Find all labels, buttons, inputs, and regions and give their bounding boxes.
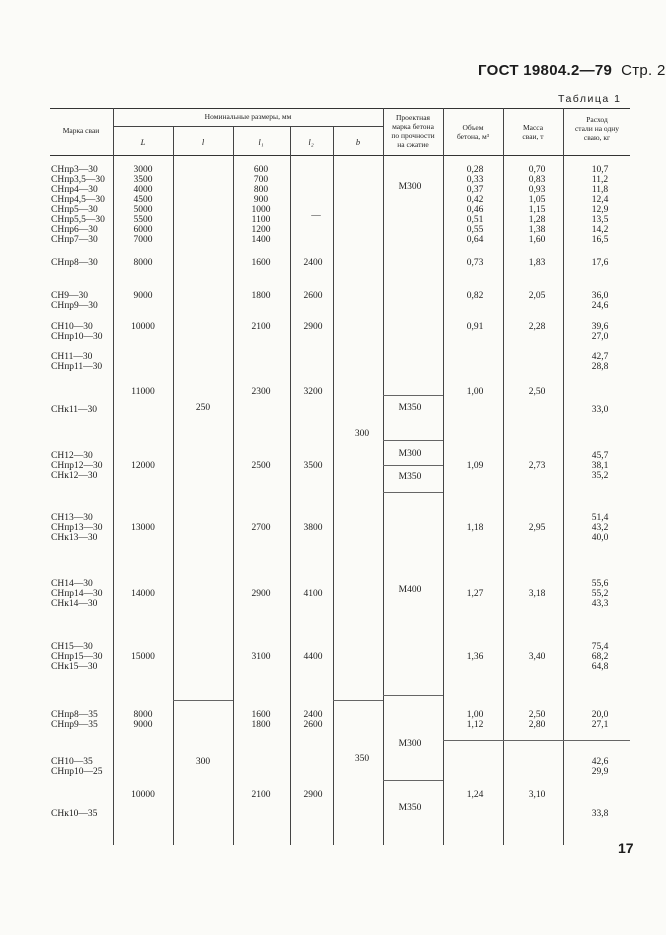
header-divider	[113, 126, 383, 127]
cell-steel: 36,0	[591, 291, 609, 301]
cell-L: 10000	[131, 790, 155, 800]
cell-rule	[383, 780, 443, 781]
cell-L: 3000	[133, 165, 153, 175]
cell-steel: 16,5	[591, 235, 609, 245]
cell-rule	[383, 440, 443, 441]
cell-volume: 0,91	[466, 322, 484, 332]
concrete-grade: М350	[398, 803, 422, 813]
cell-volume: 0,55	[466, 225, 484, 235]
cell-steel: 11,8	[591, 185, 609, 195]
cell-L: 15000	[131, 652, 155, 662]
cell-L: 3500	[133, 175, 153, 185]
cell-marka: СНпр5,5—30	[51, 215, 105, 225]
cell-volume: 0,42	[466, 195, 484, 205]
cell-mass: 1,38	[528, 225, 546, 235]
col-header-steel: Расход стали на одну сваю, кг	[574, 115, 620, 142]
cell-L: 5500	[133, 215, 153, 225]
col-divider	[173, 126, 174, 845]
cell-l2: 3800	[303, 523, 323, 533]
cell-rule	[383, 695, 443, 696]
col-divider	[503, 108, 504, 845]
cell-steel: 39,6	[591, 322, 609, 332]
cell-marka: СНпр11—30	[51, 362, 103, 372]
cell-marka: СНпр9—35	[51, 720, 98, 730]
concrete-grade: М300	[398, 449, 422, 459]
cell-L: 10000	[131, 322, 155, 332]
cell-rule	[383, 395, 443, 396]
cell-mass: 1,15	[528, 205, 546, 215]
col-header-b: b	[355, 137, 361, 147]
cell-steel: 42,6	[591, 757, 609, 767]
cell-rule	[383, 465, 443, 466]
col-divider	[383, 108, 384, 845]
concrete-grade: М300	[398, 182, 422, 192]
cell-marka: СНк10—35	[51, 809, 98, 819]
cell-volume: 0,33	[466, 175, 484, 185]
cell-l2: 2600	[303, 720, 323, 730]
col-header-marka: Марка сваи	[62, 126, 100, 135]
cell-l1: 900	[253, 195, 269, 205]
cell-mass: 2,28	[528, 322, 546, 332]
cell-L: 6000	[133, 225, 153, 235]
cell-marka: СН12—30	[51, 451, 93, 461]
col-divider	[290, 126, 291, 845]
cell-mass: 3,40	[528, 652, 546, 662]
cell-L: 8000	[133, 710, 153, 720]
cell-steel: 55,2	[591, 589, 609, 599]
cell-l2: 2900	[303, 322, 323, 332]
col-header-nominal: Номинальные размеры, мм	[204, 112, 292, 121]
cell-l1: 2300	[251, 387, 271, 397]
cell-marka: СНпр10—30	[51, 332, 103, 342]
cell-steel: 33,8	[591, 809, 609, 819]
cell-l1: 2100	[251, 322, 271, 332]
cell-mass: 1,60	[528, 235, 546, 245]
concrete-grade: М350	[398, 472, 422, 482]
cell-steel: 10,7	[591, 165, 609, 175]
page-number: 17	[618, 840, 634, 856]
cell-l2: 4400	[303, 652, 323, 662]
cell-marka: СН10—30	[51, 322, 93, 332]
cell-marka: СНпр14—30	[51, 589, 103, 599]
cell-l1: 2900	[251, 589, 271, 599]
cell-L: 12000	[131, 461, 155, 471]
col-header-l2: l₂	[308, 137, 314, 147]
cell-rule	[173, 700, 233, 701]
cell-marka: СНпр8—30	[51, 258, 98, 268]
cell-mass: 0,83	[528, 175, 546, 185]
cell-l1: 3100	[251, 652, 271, 662]
cell-l1: 1200	[251, 225, 271, 235]
cell-mass: 2,50	[528, 710, 546, 720]
cell-marka: СНпр8—35	[51, 710, 98, 720]
cell-marka: СНпр10—25	[51, 767, 103, 777]
cell-steel: 11,2	[591, 175, 609, 185]
cell-steel: 64,8	[591, 662, 609, 672]
cell-l2: 2600	[303, 291, 323, 301]
cell-l1: 700	[253, 175, 269, 185]
cell-l1: 1600	[251, 258, 271, 268]
cell-marka: СНк15—30	[51, 662, 98, 672]
col-header-l: l	[201, 137, 205, 147]
cell-steel: 68,2	[591, 652, 609, 662]
col-divider	[113, 108, 114, 845]
cell-steel: 33,0	[591, 405, 609, 415]
cell-L: 5000	[133, 205, 153, 215]
cell-L: 4500	[133, 195, 153, 205]
cell-marka: СНпр5—30	[51, 205, 98, 215]
cell-l1: 2500	[251, 461, 271, 471]
cell-l1: 1400	[251, 235, 271, 245]
cell-marka: СН9—30	[51, 291, 88, 301]
cell-steel: 27,1	[591, 720, 609, 730]
cell-l1: 1600	[251, 710, 271, 720]
cell-mass: 2,50	[528, 387, 546, 397]
cell-steel: 28,8	[591, 362, 609, 372]
cell-steel: 42,7	[591, 352, 609, 362]
cell-l2: 2400	[303, 710, 323, 720]
cell-marka: СНк12—30	[51, 471, 98, 481]
cell-marka: СНпр13—30	[51, 523, 103, 533]
cell-mass: 1,05	[528, 195, 546, 205]
col-divider	[233, 126, 234, 845]
cell-marka: СНпр12—30	[51, 461, 103, 471]
cell-mass: 0,70	[528, 165, 546, 175]
cell-volume: 1,09	[466, 461, 484, 471]
cell-L: 14000	[131, 589, 155, 599]
cell-marka: СНпр3—30	[51, 165, 98, 175]
cell-steel: 55,6	[591, 579, 609, 589]
page-header	[478, 62, 666, 79]
cell-l2: 3200	[303, 387, 323, 397]
cell-l1: 1800	[251, 291, 271, 301]
merged-l-35: 300	[195, 757, 211, 767]
col-header-concrete: Проектная марка бетона по прочности на сжатие	[391, 113, 435, 149]
cell-steel: 17,6	[591, 258, 609, 268]
cell-L: 13000	[131, 523, 155, 533]
col-divider	[443, 108, 444, 845]
cell-l1: 1000	[251, 205, 271, 215]
cell-L: 4000	[133, 185, 153, 195]
cell-marka: СН10—35	[51, 757, 93, 767]
cell-marka: СНпр6—30	[51, 225, 98, 235]
cell-mass: 0,93	[528, 185, 546, 195]
cell-steel: 43,3	[591, 599, 609, 609]
cell-steel: 12,9	[591, 205, 609, 215]
cell-rule	[383, 492, 443, 493]
cell-steel: 13,5	[591, 215, 609, 225]
cell-marka: СН14—30	[51, 579, 93, 589]
cell-steel: 29,9	[591, 767, 609, 777]
merged-l2-dash: —	[311, 211, 321, 221]
cell-volume: 1,12	[466, 720, 484, 730]
cell-volume: 0,37	[466, 185, 484, 195]
cell-volume: 1,27	[466, 589, 484, 599]
cell-mass: 2,73	[528, 461, 546, 471]
cell-l1: 2100	[251, 790, 271, 800]
cell-rule	[333, 700, 383, 701]
col-header-l1: l₁	[258, 137, 264, 147]
cell-volume: 1,00	[466, 387, 484, 397]
cell-marka: СНк11—30	[51, 405, 97, 415]
cell-volume: 0,28	[466, 165, 484, 175]
cell-L: 8000	[133, 258, 153, 268]
cell-steel: 40,0	[591, 533, 609, 543]
cell-marka: СНпр4—30	[51, 185, 98, 195]
cell-marka: СНк13—30	[51, 533, 98, 543]
col-header-volume: Объем бетона, м³	[456, 123, 490, 141]
cell-volume: 1,24	[466, 790, 484, 800]
cell-mass: 2,95	[528, 523, 546, 533]
cell-marka: СН13—30	[51, 513, 93, 523]
cell-l1: 2700	[251, 523, 271, 533]
cell-rule	[443, 740, 630, 741]
cell-volume: 0,82	[466, 291, 484, 301]
cell-steel: 45,7	[591, 451, 609, 461]
merged-l-30: 250	[195, 403, 211, 413]
cell-steel: 20,0	[591, 710, 609, 720]
cell-L: 7000	[133, 235, 153, 245]
cell-steel: 43,2	[591, 523, 609, 533]
cell-L: 11000	[131, 387, 155, 397]
concrete-grade: М400	[398, 585, 422, 595]
cell-steel: 24,6	[591, 301, 609, 311]
cell-volume: 0,51	[466, 215, 484, 225]
cell-l1: 600	[253, 165, 269, 175]
cell-L: 9000	[133, 720, 153, 730]
cell-steel: 14,2	[591, 225, 609, 235]
cell-mass: 3,10	[528, 790, 546, 800]
cell-volume: 0,73	[466, 258, 484, 268]
cell-mass: 2,80	[528, 720, 546, 730]
merged-b-35: 350	[354, 754, 370, 764]
col-header-mass: Масса сваи, т	[522, 123, 544, 141]
cell-steel: 75,4	[591, 642, 609, 652]
cell-marka: СНпр15—30	[51, 652, 103, 662]
concrete-grade: М350	[398, 403, 422, 413]
document-title: ГОСТ 19804.2—79	[478, 62, 613, 79]
cell-steel: 38,1	[591, 461, 609, 471]
cell-l2: 4100	[303, 589, 323, 599]
cell-marka: СН15—30	[51, 642, 93, 652]
cell-marka: СНпр4,5—30	[51, 195, 105, 205]
merged-b-30: 300	[354, 429, 370, 439]
cell-volume: 1,36	[466, 652, 484, 662]
cell-steel: 27,0	[591, 332, 609, 342]
cell-volume: 1,18	[466, 523, 484, 533]
page-label: Стр. 2	[621, 62, 666, 79]
cell-steel: 35,2	[591, 471, 609, 481]
cell-volume: 0,46	[466, 205, 484, 215]
col-header-L: L	[140, 137, 146, 147]
cell-l2: 2900	[303, 790, 323, 800]
cell-marka: СНпр3,5—30	[51, 175, 105, 185]
col-divider	[563, 108, 564, 845]
cell-marka: СНпр7—30	[51, 235, 98, 245]
cell-l1: 1800	[251, 720, 271, 730]
cell-volume: 0,64	[466, 235, 484, 245]
header-bottom-rule	[50, 155, 630, 156]
cell-marka: СНпр9—30	[51, 301, 98, 311]
col-divider	[333, 126, 334, 845]
cell-volume: 1,00	[466, 710, 484, 720]
cell-l2: 2400	[303, 258, 323, 268]
cell-mass: 3,18	[528, 589, 546, 599]
cell-l1: 800	[253, 185, 269, 195]
cell-marka: СНк14—30	[51, 599, 98, 609]
cell-mass: 1,28	[528, 215, 546, 225]
cell-l1: 1100	[251, 215, 271, 225]
cell-L: 9000	[133, 291, 153, 301]
cell-marka: СН11—30	[51, 352, 93, 362]
table-top-rule	[50, 108, 630, 109]
cell-l2: 3500	[303, 461, 323, 471]
cell-steel: 12,4	[591, 195, 609, 205]
table-label: Таблица 1	[558, 93, 622, 105]
concrete-grade: М300	[398, 739, 422, 749]
cell-mass: 1,83	[528, 258, 546, 268]
cell-mass: 2,05	[528, 291, 546, 301]
cell-steel: 51,4	[591, 513, 609, 523]
